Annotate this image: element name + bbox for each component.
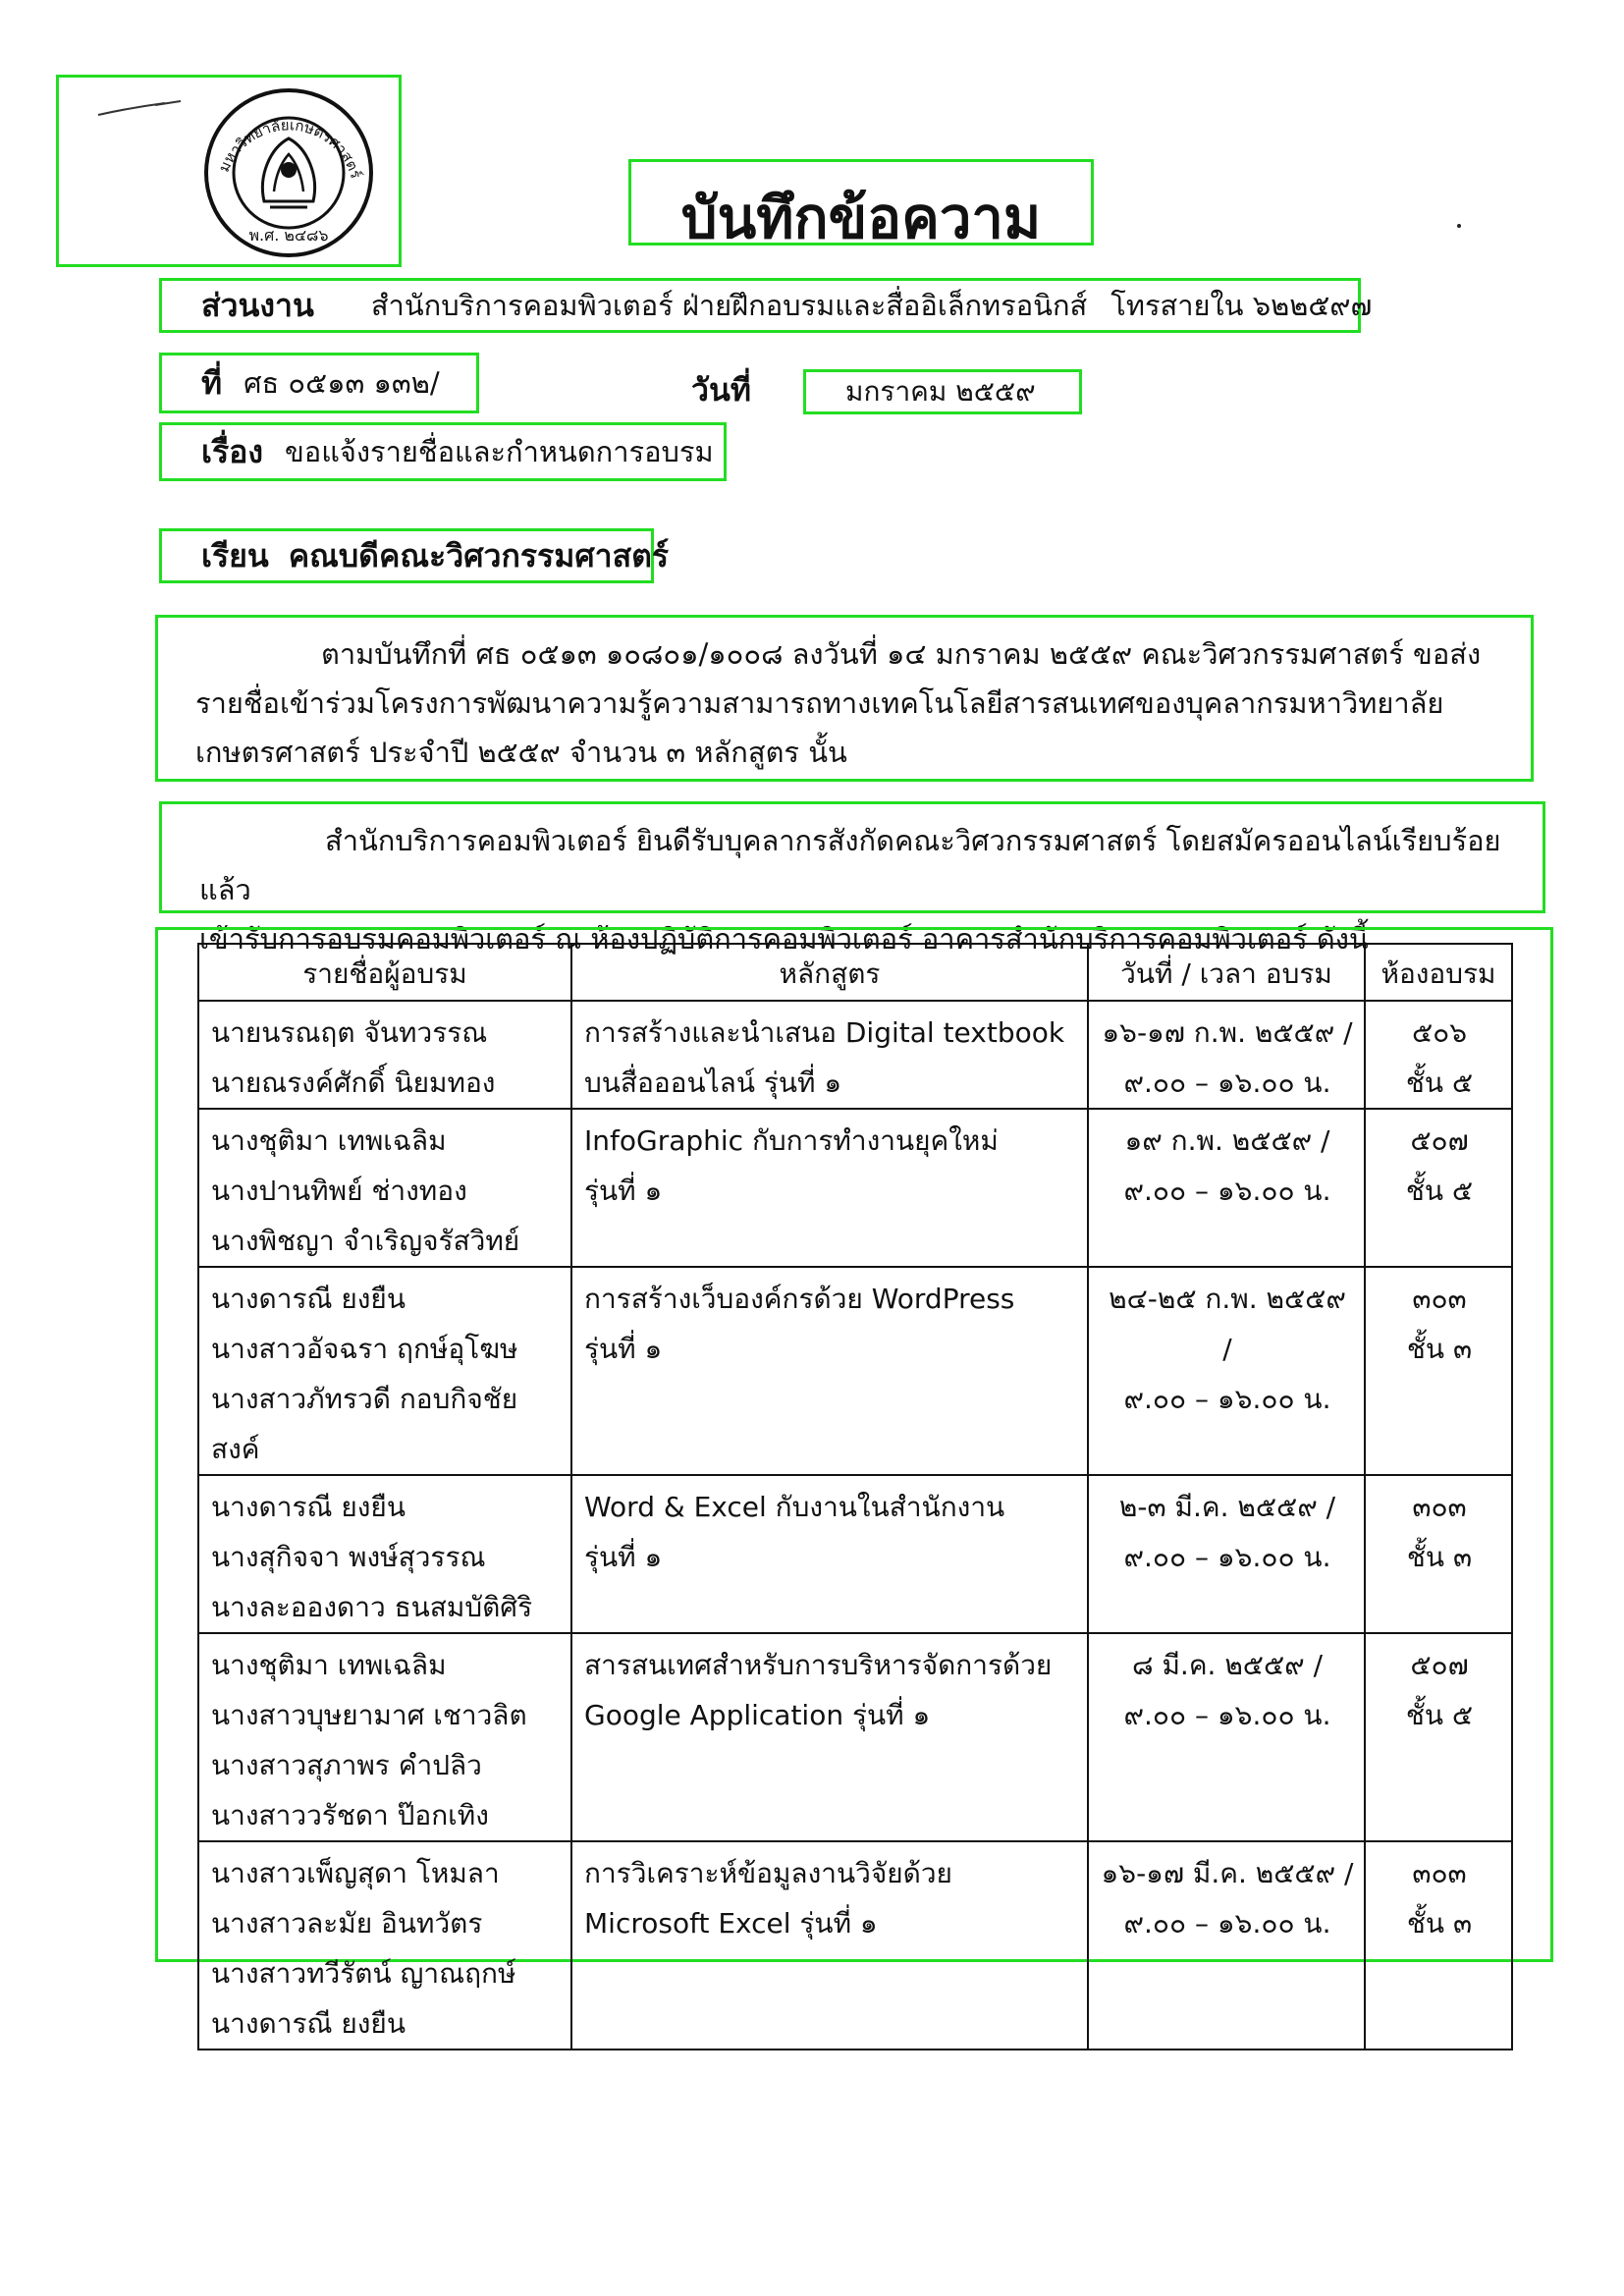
reference-number: ศธ ๐๕๑๓ ๑๓๒/ [244,366,440,400]
room-number: ๕๐๖ [1411,1016,1468,1049]
course-line: InfoGraphic กับการทำงานยุคใหม่ [584,1124,999,1157]
participant-name: นายณรงค์ศักดิ์ นิยมทอง [211,1066,496,1099]
participants-cell [198,1475,571,1633]
body-paragraph-2 [159,801,1545,956]
participant-name: นางสาวภัทรวดี กอบกิจชัยสงค์ [211,1383,518,1465]
date-value-frame [803,369,1082,414]
svg-text:มหาวิทยาลัยเกษตรศาสตร์: มหาวิทยาลัยเกษตรศาสตร์ [214,116,365,181]
memo-title-frame [628,159,1094,251]
table-row [198,1633,1512,1841]
room-cell [1365,1841,1512,2050]
schedule-cell [1088,1475,1365,1633]
course-line: บนสื่อออนไลน์ รุ่นที่ ๑ [584,1066,842,1099]
signature-mark-icon [96,99,185,119]
course-cell [571,1841,1088,2050]
recipient-value: คณบดีคณะวิศวกรรมศาสตร์ [288,536,670,574]
room-number: ๕๐๗ [1410,1649,1469,1681]
participant-name: นางสาวเพ็ญสุดา โหมลา [211,1857,500,1889]
room-floor: ชั้น ๓ [1406,1907,1473,1940]
schedule-time: ๙.๐๐ – ๑๖.๐๐ น. [1123,1541,1331,1573]
participants-cell [198,1841,571,2050]
participant-name: นางดารณี ยงยืน [211,1491,406,1523]
phone-extension: โทรสายใน ๖๒๒๕๙๗ [1110,289,1373,322]
participant-name: นางดารณี ยงยืน [211,2007,406,2040]
room-cell [1365,1267,1512,1475]
course-line: รุ่นที่ ๑ [584,1541,663,1573]
table-row [198,1109,1512,1267]
recipient-label: เรียน [201,536,269,574]
table-row [198,1841,1512,2050]
course-line: Google Application รุ่นที่ ๑ [584,1699,931,1731]
course-line: Microsoft Excel รุ่นที่ ๑ [584,1907,878,1940]
participants-cell [198,1633,571,1841]
header-room: ห้องอบรม [1365,944,1512,1001]
subject-line [159,422,727,481]
course-line: สารสนเทศสำหรับการบริหารจัดการด้วย [584,1649,1053,1681]
course-line: รุ่นที่ ๑ [584,1333,663,1365]
header-participants: รายชื่อผู้อบรม [198,944,571,1001]
participant-name: นางชุติมา เทพเฉลิม [211,1124,447,1157]
schedule-table-frame [155,927,1553,2040]
schedule-time: ๙.๐๐ – ๑๖.๐๐ น. [1123,1383,1331,1415]
paragraph-line: ตามบันทึกที่ ศธ ๐๕๑๓ ๑๐๘๐๑/๑๐๐๘ ลงวันที่ ๑๔ มกราคม ๒๕๕๙ คณะวิศวกรรมศาสตร์ ขอส่ง [321,637,1482,671]
header-schedule: วันที่ / เวลา อบรม [1088,944,1365,1001]
schedule-date: ๘ มี.ค. ๒๕๕๙ / [1131,1649,1324,1681]
date-label: วันที่ [691,371,751,409]
participants-cell [198,1267,571,1475]
room-number: ๕๐๗ [1410,1124,1469,1157]
participant-name: นางชุติมา เทพเฉลิม [211,1649,447,1681]
schedule-table [197,943,1513,2050]
schedule-cell [1088,1633,1365,1841]
participants-cell [198,1001,571,1109]
course-line: การสร้างและนำเสนอ Digital textbook [584,1016,1065,1049]
participant-name: นายนรณฤต จันทวรรณ [211,1016,488,1049]
room-cell [1365,1109,1512,1267]
schedule-cell [1088,1841,1365,2050]
schedule-cell [1088,1001,1365,1109]
room-floor: ชั้น ๓ [1406,1541,1473,1573]
schedule-date: ๑๖-๑๗ มี.ค. ๒๕๕๙ / [1101,1857,1354,1889]
table-row [198,1475,1512,1633]
course-line: การวิเคราะห์ข้อมูลงานวิจัยด้วย [584,1857,952,1889]
subject-value: ขอแจ้งรายชื่อและกำหนดการอบรม [284,435,714,468]
table-header-row [198,944,1512,1001]
paragraph-line: รายชื่อเข้าร่วมโครงการพัฒนาความรู้ความสามารถทางเทคโนโลยีสารสนเทศของบุคลากรมหาวิทยาลัย [195,686,1444,720]
participant-name: นางละอองดาว ธนสมบัติศิริ [211,1591,533,1623]
university-seal-icon [201,85,376,260]
schedule-date: ๑๙ ก.พ. ๒๕๕๙ / [1124,1124,1330,1157]
stray-dot [1457,224,1461,228]
room-cell [1365,1001,1512,1109]
schedule-date: ๒๔-๒๕ ก.พ. ๒๕๕๙ / [1109,1283,1346,1365]
page-title: บันทึกข้อความ [680,185,1042,251]
room-number: ๓๐๓ [1412,1283,1467,1315]
reference-label: ที่ [201,363,223,402]
schedule-date: ๒-๓ มี.ค. ๒๕๕๙ / [1118,1491,1336,1523]
date-value: มกราคม ๒๕๕๙ [845,375,1036,408]
university-seal-frame [56,75,402,267]
course-cell [571,1267,1088,1475]
recipient-line [159,528,670,583]
room-number: ๓๐๓ [1412,1491,1467,1523]
schedule-time: ๙.๐๐ – ๑๖.๐๐ น. [1123,1907,1331,1940]
room-cell [1365,1475,1512,1633]
header-course: หลักสูตร [571,944,1088,1001]
room-floor: ชั้น ๓ [1406,1333,1473,1365]
participants-cell [198,1109,571,1267]
participant-name: นางสาววรัชดา ป๊อกเทิง [211,1799,489,1831]
table-row [198,1267,1512,1475]
course-cell [571,1475,1088,1633]
reference-line [159,353,479,413]
room-floor: ชั้น ๕ [1405,1175,1474,1207]
course-line: Word & Excel กับงานในสำนักงาน [584,1491,1005,1523]
participant-name: นางสาวละมัย อินทวัตร [211,1907,483,1940]
paragraph-line: เข้ารับการอบรมคอมพิวเตอร์ ณ ห้องปฏิบัติการคอมพิวเตอร์ อาคารสำนักบริการคอมพิวเตอร์ ดังนี้ [199,922,1369,956]
table-row [198,1001,1512,1109]
schedule-cell [1088,1267,1365,1475]
participant-name: นางสาวทวีรัตน์ ญาณฤกษ์ [211,1957,516,1990]
room-cell [1365,1633,1512,1841]
room-number: ๓๐๓ [1412,1857,1467,1889]
schedule-time: ๙.๐๐ – ๑๖.๐๐ น. [1123,1066,1331,1099]
subject-label: เรื่อง [201,432,263,470]
room-floor: ชั้น ๕ [1405,1699,1474,1731]
course-cell [571,1633,1088,1841]
participant-name: นางปานทิพย์ ช่างทอง [211,1175,467,1207]
department-value: สำนักบริการคอมพิวเตอร์ ฝ่ายฝึกอบรมและสื่ออิเล็กทรอนิกส์ [370,289,1088,322]
participant-name: นางสาวบุษยามาศ เชาวลิต [211,1699,527,1731]
course-cell [571,1109,1088,1267]
schedule-time: ๙.๐๐ – ๑๖.๐๐ น. [1123,1175,1331,1207]
participant-name: นางดารณี ยงยืน [211,1283,406,1315]
department-label: ส่วนงาน [201,286,314,324]
participant-name: นางสาวสุภาพร คำปลิว [211,1749,482,1781]
participant-name: นางสาวอัจฉรา ฤกษ์อุโฆษ [211,1333,518,1365]
body-paragraph-1 [155,615,1534,782]
course-cell [571,1001,1088,1109]
course-line: การสร้างเว็บองค์กรด้วย WordPress [584,1283,1015,1315]
participant-name: นางสุกิจจา พงษ์สุวรรณ [211,1541,486,1573]
course-line: รุ่นที่ ๑ [584,1175,663,1207]
department-line [159,278,1373,333]
participant-name: นางพิชญา จำเริญจรัสวิทย์ [211,1225,520,1257]
svg-text:พ.ศ. ๒๔๘๖: พ.ศ. ๒๔๘๖ [248,226,329,245]
paragraph-line: เกษตรศาสตร์ ประจำปี ๒๕๕๙ จำนวน ๓ หลักสูตร นั้น [195,736,847,769]
schedule-time: ๙.๐๐ – ๑๖.๐๐ น. [1123,1699,1331,1731]
schedule-cell [1088,1109,1365,1267]
schedule-date: ๑๖-๑๗ ก.พ. ๒๕๕๙ / [1102,1016,1353,1049]
paragraph-line: สำนักบริการคอมพิวเตอร์ ยินดีรับบุคลากรสังกัดคณะวิศวกรรมศาสตร์ โดยสมัครออนไลน์เรียบร้อยแล้ว [199,824,1501,906]
room-floor: ชั้น ๕ [1405,1066,1474,1099]
